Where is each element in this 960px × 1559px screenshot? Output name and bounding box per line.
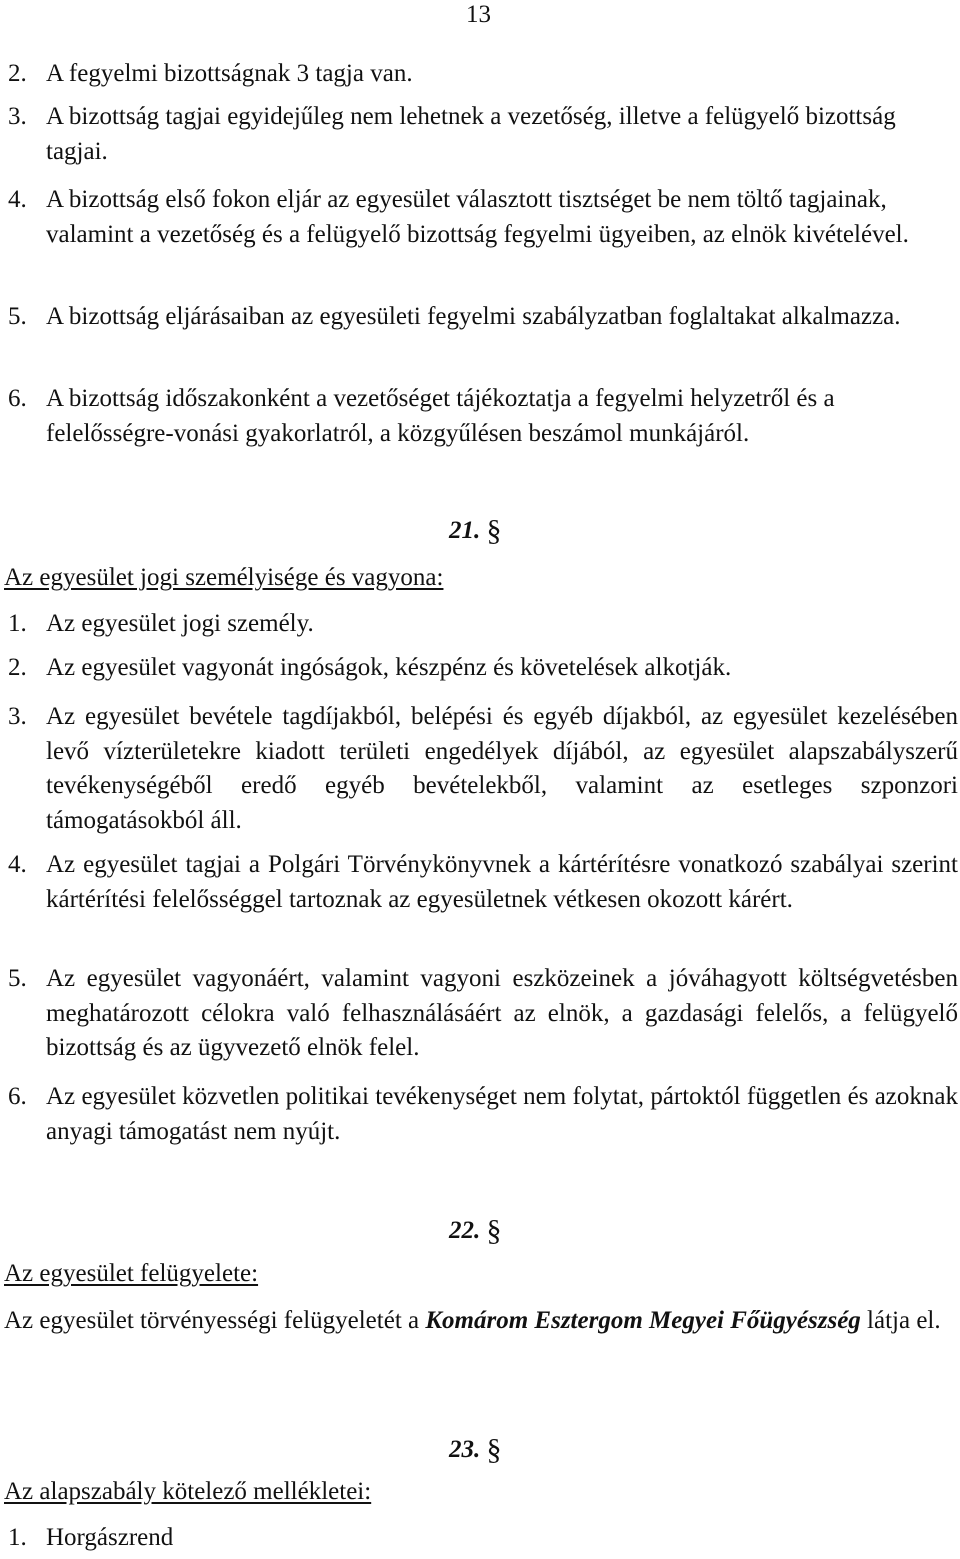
list-item	[0, 607, 958, 642]
paragraph-symbol: §	[486, 514, 502, 547]
list-item-text: A bizottság első fokon eljár az egyesület választott tisztséget be nem töltő tagjainak, valamint a vezetőség és a felügyelő bizottság fegyelmi ügyeiben, az elnök kivételével.	[46, 186, 909, 248]
section-number: 21.	[449, 517, 481, 544]
list-item	[0, 1080, 958, 1149]
list-item-number: 1.	[8, 1524, 27, 1551]
paragraph-symbol: §	[486, 1433, 502, 1466]
list-item	[0, 700, 958, 838]
list-item-text: A bizottság időszakonként a vezetőséget tájékoztatja a fegyelmi helyzetről és a felelősségre-vonási gyakorlatról, a közgyűlésen beszámol munkájáról.	[46, 385, 835, 447]
list-item	[0, 57, 958, 92]
list-item-number: 6.	[8, 385, 27, 412]
list-item-text: Horgászrend	[46, 1524, 174, 1551]
list-item	[0, 962, 958, 1066]
list-item	[0, 651, 958, 686]
section-heading: Az egyesület felügyelete:	[4, 1260, 259, 1287]
section-number: 23.	[449, 1436, 481, 1463]
section-title-22	[449, 1212, 502, 1248]
list-item-text: A bizottság eljárásaiban az egyesületi fegyelmi szabályzatban foglaltakat alkalmazza.	[46, 303, 901, 330]
list-item-text: Az egyesület jogi személy.	[46, 610, 314, 637]
list-item-number: 2.	[8, 654, 27, 681]
list-item-text: A bizottság tagjai egyidejűleg nem lehetnek a vezetőség, illetve a felügyelő bizottság tagjai.	[46, 103, 896, 165]
list-item-number: 4.	[8, 851, 27, 878]
list-item	[0, 1521, 958, 1556]
list-item-text: Az egyesület közvetlen politikai tevékenységet nem folytat, pártoktól független és azoknak anyagi támogatást nem nyújt.	[46, 1083, 958, 1145]
paragraph-symbol: §	[486, 1214, 502, 1247]
section-number: 22.	[449, 1217, 481, 1244]
list-item-text: Az egyesület vagyonáért, valamint vagyoni eszközeinek a jóváhagyott költségvetésben meghatározott célokra való felhasználásáért az elnök, a gazdasági felelős, a felügyelő bizottság és az ügyvezető elnök felel.	[46, 965, 958, 1061]
list-item	[0, 183, 958, 252]
list-item	[0, 300, 958, 335]
list-item-text: Az egyesület tagjai a Polgári Törvénykönyvnek a kártérítésre vonatkozó szabályai szerint kártérítési felelősséggel tartoznak az egyesületnek vétkesen okozott kárért.	[46, 851, 958, 913]
list-item-number: 5.	[8, 303, 27, 330]
list-item	[0, 382, 958, 451]
paragraph-emphasis: Komárom Esztergom Megyei Főügyészség	[425, 1307, 861, 1334]
list-item-number: 2.	[8, 60, 27, 87]
page-number: 13	[466, 1, 491, 28]
paragraph-text: Az egyesület törvényességi felügyeletét a	[4, 1307, 426, 1334]
list-item-text: Az egyesület bevétele tagdíjakból, belépési és egyéb díjakból, az egyesület kezelésében levő vízterületekre kiadott területi engedélyek díjából, az egyesület alapszabályszerű tevékenységéből eredő egyéb bevételekből, valamint az esetleges szponzori támogatásokból áll.	[46, 703, 958, 834]
list-item-text: A fegyelmi bizottságnak 3 tagja van.	[46, 60, 413, 87]
list-item-number: 1.	[8, 610, 27, 637]
list-item-text: Az egyesület vagyonát ingóságok, készpénz és követelések alkotják.	[46, 654, 732, 681]
section-heading: Az egyesület jogi személyisége és vagyona:	[4, 564, 444, 591]
list-item-number: 6.	[8, 1083, 27, 1110]
list-item-number: 5.	[8, 965, 27, 992]
list-item	[0, 848, 958, 917]
section-title-23	[449, 1431, 502, 1467]
paragraph-text-end: látja el.	[860, 1307, 941, 1334]
list-item-number: 3.	[8, 103, 27, 130]
list-item-number: 4.	[8, 186, 27, 213]
list-item-number: 3.	[8, 703, 27, 730]
section-heading: Az alapszabály kötelező mellékletei:	[4, 1478, 372, 1505]
section-title-21	[449, 512, 502, 548]
list-item	[0, 100, 958, 169]
section-paragraph	[4, 1303, 958, 1339]
